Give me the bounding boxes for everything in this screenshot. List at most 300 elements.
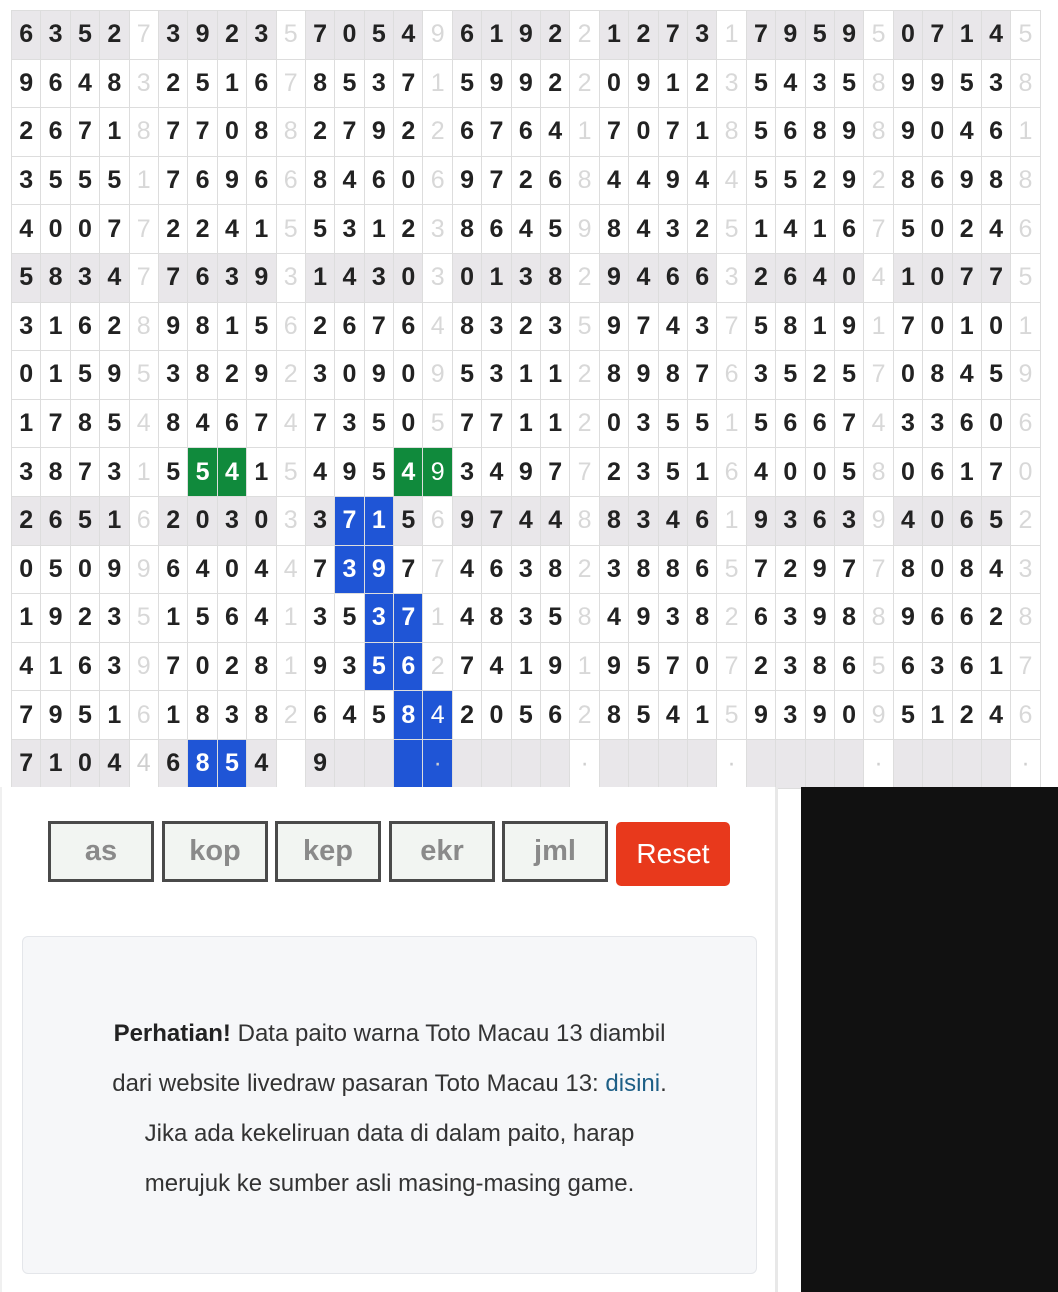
paito-digit-cell	[335, 739, 364, 788]
paito-digit-cell: 3	[893, 399, 922, 448]
paito-digit-cell: 0	[394, 399, 423, 448]
paito-digit-cell: 5	[70, 156, 99, 205]
paito-digit-cell: 7	[658, 11, 687, 60]
paito-digit-cell: 4	[217, 448, 246, 497]
paito-digit-cell: 7	[364, 302, 393, 351]
paito-digit-cell: 2	[217, 351, 246, 400]
paito-digit-cell: 5	[12, 253, 41, 302]
paito-digit-cell	[981, 739, 1010, 788]
paito-row	[12, 448, 1041, 497]
as-button[interactable]: as	[48, 821, 154, 882]
paito-digit-cell: 9	[217, 156, 246, 205]
paito-separator-cell: ·	[570, 739, 599, 788]
paito-digit-cell: 3	[217, 496, 246, 545]
paito-separator-cell: 9	[129, 545, 158, 594]
paito-digit-cell: 4	[247, 594, 276, 643]
paito-digit-cell: 9	[776, 11, 805, 60]
paito-digit-cell: 9	[805, 545, 834, 594]
paito-digit-cell: 8	[658, 351, 687, 400]
paito-digit-cell: 3	[981, 59, 1010, 108]
paito-digit-cell: 9	[452, 156, 481, 205]
paito-separator-cell: 0	[1011, 448, 1040, 497]
paito-digit-cell: 8	[805, 642, 834, 691]
paito-digit-cell: 0	[599, 399, 628, 448]
paito-digit-cell: 0	[335, 11, 364, 60]
paito-digit-cell: 0	[923, 253, 952, 302]
paito-digit-cell	[776, 739, 805, 788]
paito-separator-cell: 2	[570, 691, 599, 740]
paito-digit-cell: 6	[305, 691, 334, 740]
kep-button[interactable]: kep	[275, 821, 381, 882]
paito-digit-cell: 9	[599, 302, 628, 351]
paito-digit-cell: 4	[188, 545, 217, 594]
paito-digit-cell: 2	[452, 691, 481, 740]
paito-digit-cell: 0	[923, 496, 952, 545]
paito-digit-cell: 9	[834, 156, 863, 205]
paito-digit-cell: 5	[41, 545, 70, 594]
paito-digit-cell: 7	[100, 205, 129, 254]
paito-digit-cell: 4	[12, 642, 41, 691]
paito-digit-cell: 9	[247, 351, 276, 400]
paito-digit-cell: 4	[511, 496, 540, 545]
paito-separator-cell	[276, 739, 305, 788]
paito-digit-cell: 2	[981, 594, 1010, 643]
paito-digit-cell: 8	[952, 545, 981, 594]
paito-separator-cell: 9	[570, 205, 599, 254]
paito-digit-cell: 2	[217, 11, 246, 60]
paito-digit-cell: 0	[893, 351, 922, 400]
paito-digit-cell: 1	[482, 253, 511, 302]
paito-digit-cell: 2	[746, 253, 775, 302]
paito-digit-cell	[834, 739, 863, 788]
paito-digit-cell: 1	[12, 399, 41, 448]
paito-digit-cell: 4	[12, 205, 41, 254]
paito-separator-cell: 2	[1011, 496, 1040, 545]
paito-digit-cell: 7	[41, 399, 70, 448]
paito-digit-cell: 7	[247, 399, 276, 448]
paito-digit-cell: 0	[247, 496, 276, 545]
paito-digit-cell: 7	[658, 642, 687, 691]
paito-digit-cell: 1	[658, 59, 687, 108]
paito-separator-cell: 8	[570, 496, 599, 545]
paito-separator-cell: 5	[864, 11, 893, 60]
paito-digit-cell: 9	[834, 108, 863, 157]
paito-digit-cell: 2	[158, 59, 187, 108]
paito-digit-cell: 5	[305, 205, 334, 254]
ekr-button[interactable]: ekr	[389, 821, 495, 882]
paito-separator-cell: 8	[864, 448, 893, 497]
paito-digit-cell: 3	[70, 253, 99, 302]
paito-digit-cell: 2	[12, 108, 41, 157]
paito-digit-cell: 3	[658, 205, 687, 254]
paito-digit-cell: 8	[599, 691, 628, 740]
paito-digit-cell: 7	[746, 11, 775, 60]
paito-digit-cell: 8	[452, 302, 481, 351]
paito-digit-cell: 2	[599, 448, 628, 497]
paito-digit-cell: 2	[100, 11, 129, 60]
paito-digit-cell: 4	[629, 205, 658, 254]
paito-separator-cell: 6	[129, 496, 158, 545]
paito-digit-cell: 5	[188, 448, 217, 497]
paito-digit-cell	[952, 739, 981, 788]
paito-separator-cell: 5	[423, 399, 452, 448]
paito-digit-cell: 6	[923, 156, 952, 205]
paito-separator-cell: 1	[276, 642, 305, 691]
paito-row	[12, 594, 1041, 643]
source-link[interactable]: disini	[605, 1070, 661, 1097]
paito-row	[12, 59, 1041, 108]
paito-digit-cell: 7	[541, 448, 570, 497]
paito-digit-cell: 6	[364, 156, 393, 205]
paito-separator-cell: 2	[570, 545, 599, 594]
paito-digit-cell: 0	[394, 253, 423, 302]
paito-digit-cell: 1	[364, 205, 393, 254]
paito-digit-cell: 7	[70, 448, 99, 497]
paito-digit-cell	[923, 739, 952, 788]
notice-line-4: merujuk ke sumber asli masing-masing game.	[144, 1170, 635, 1197]
paito-digit-cell: 8	[805, 108, 834, 157]
paito-digit-cell: 6	[923, 594, 952, 643]
paito-digit-cell: 4	[335, 691, 364, 740]
paito-digit-cell: 0	[217, 108, 246, 157]
paito-digit-cell	[687, 739, 716, 788]
paito-digit-cell: 1	[599, 11, 628, 60]
paito-digit-cell: 5	[394, 496, 423, 545]
paito-separator-cell: 2	[570, 59, 599, 108]
paito-digit-cell: 8	[158, 399, 187, 448]
paito-digit-cell: 6	[952, 399, 981, 448]
jml-button[interactable]: jml	[502, 821, 608, 882]
paito-digit-cell: 3	[629, 448, 658, 497]
paito-separator-cell: 1	[717, 399, 746, 448]
paito-digit-cell: 5	[746, 399, 775, 448]
paito-digit-cell: 5	[247, 302, 276, 351]
paito-separator-cell: 3	[717, 59, 746, 108]
paito-digit-cell: 9	[364, 545, 393, 594]
paito-digit-cell: 6	[541, 156, 570, 205]
paito-separator-cell: 8	[276, 108, 305, 157]
paito-digit-cell: 6	[158, 545, 187, 594]
paito-digit-cell: 4	[394, 448, 423, 497]
paito-digit-cell: 6	[394, 642, 423, 691]
paito-separator-cell: 8	[129, 302, 158, 351]
paito-separator-cell: 6	[1011, 691, 1040, 740]
paito-separator-cell: 5	[717, 691, 746, 740]
paito-separator-cell: 2	[276, 351, 305, 400]
paito-digit-cell: 4	[100, 739, 129, 788]
paito-digit-cell: 3	[364, 59, 393, 108]
paito-digit-cell: 4	[217, 205, 246, 254]
paito-digit-cell: 6	[394, 302, 423, 351]
paito-digit-cell: 0	[41, 205, 70, 254]
paito-digit-cell: 2	[70, 594, 99, 643]
paito-digit-cell: 7	[158, 156, 187, 205]
paito-separator-cell: 2	[423, 108, 452, 157]
paito-digit-cell: 3	[629, 399, 658, 448]
paito-digit-cell: 5	[746, 108, 775, 157]
paito-digit-cell: 1	[981, 642, 1010, 691]
paito-separator-cell: 7	[717, 642, 746, 691]
paito-digit-cell: 7	[687, 351, 716, 400]
paito-digit-cell: 5	[452, 59, 481, 108]
paito-digit-cell: 9	[305, 739, 334, 788]
paito-digit-cell: 9	[599, 253, 628, 302]
paito-digit-cell: 1	[511, 399, 540, 448]
paito-digit-cell: 9	[511, 11, 540, 60]
paito-separator-cell: 6	[1011, 205, 1040, 254]
paito-digit-cell: 2	[188, 205, 217, 254]
paito-separator-cell: 8	[1011, 594, 1040, 643]
paito-separator-cell: 3	[423, 205, 452, 254]
paito-digit-cell: 9	[335, 448, 364, 497]
paito-separator-cell: 3	[276, 496, 305, 545]
paito-digit-cell: 5	[335, 594, 364, 643]
paito-digit-cell: 9	[834, 11, 863, 60]
paito-digit-cell: 7	[923, 11, 952, 60]
paito-digit-cell: 4	[952, 351, 981, 400]
paito-digit-cell: 2	[541, 11, 570, 60]
paito-digit-cell: 9	[746, 691, 775, 740]
paito-separator-cell: 7	[423, 545, 452, 594]
paito-digit-cell: 5	[687, 399, 716, 448]
paito-digit-cell: 1	[952, 448, 981, 497]
paito-digit-cell: 2	[541, 59, 570, 108]
paito-digit-cell: 4	[805, 253, 834, 302]
paito-digit-cell: 4	[893, 496, 922, 545]
paito-separator-cell: 5	[276, 11, 305, 60]
paito-digit-cell: 9	[923, 59, 952, 108]
paito-separator-cell: 4	[276, 399, 305, 448]
paito-separator-cell: 5	[1011, 253, 1040, 302]
paito-digit-cell: 1	[12, 594, 41, 643]
paito-digit-cell: 4	[511, 205, 540, 254]
paito-digit-cell: 5	[746, 156, 775, 205]
paito-digit-cell: 4	[541, 496, 570, 545]
paito-digit-cell: 3	[12, 448, 41, 497]
paito-separator-cell: 5	[276, 448, 305, 497]
paito-separator-cell: 5	[864, 642, 893, 691]
notice-title: Perhatian!	[113, 1020, 231, 1047]
paito-digit-cell: 4	[335, 253, 364, 302]
paito-digit-cell: 8	[541, 545, 570, 594]
paito-digit-cell: 6	[188, 253, 217, 302]
paito-separator-cell: ·	[864, 739, 893, 788]
paito-digit-cell: 7	[12, 739, 41, 788]
reset-button[interactable]: Reset	[616, 822, 730, 886]
paito-digit-cell: 0	[629, 108, 658, 157]
paito-digit-cell: 0	[188, 496, 217, 545]
paito-digit-cell: 9	[746, 496, 775, 545]
paito-digit-cell: 5	[70, 691, 99, 740]
paito-digit-cell: 0	[805, 448, 834, 497]
paito-digit-cell: 5	[70, 496, 99, 545]
paito-digit-cell: 6	[746, 594, 775, 643]
paito-digit-cell: 1	[41, 302, 70, 351]
paito-digit-cell: 0	[217, 545, 246, 594]
paito-digit-cell: 3	[511, 545, 540, 594]
paito-digit-cell: 9	[511, 59, 540, 108]
paito-digit-cell: 5	[70, 351, 99, 400]
paito-digit-cell: 6	[687, 496, 716, 545]
paito-digit-cell: 7	[893, 302, 922, 351]
paito-digit-cell: 9	[805, 594, 834, 643]
paito-digit-cell: 0	[394, 156, 423, 205]
paito-digit-cell: 9	[100, 351, 129, 400]
paito-digit-cell: 8	[247, 108, 276, 157]
paito-digit-cell: 5	[41, 156, 70, 205]
paito-digit-cell: 7	[158, 253, 187, 302]
paito-digit-cell	[511, 739, 540, 788]
paito-digit-cell: 6	[834, 642, 863, 691]
paito-digit-cell: 7	[335, 496, 364, 545]
paito-digit-cell: 8	[893, 545, 922, 594]
paito-separator-cell: 1	[276, 594, 305, 643]
paito-digit-cell: 9	[834, 302, 863, 351]
paito-digit-cell: 2	[952, 691, 981, 740]
paito-digit-cell: 5	[100, 399, 129, 448]
paito-digit-cell: 4	[541, 108, 570, 157]
paito-row	[12, 253, 1041, 302]
paito-digit-cell: 7	[629, 302, 658, 351]
paito-separator-cell: 1	[570, 642, 599, 691]
paito-digit-cell: 2	[952, 205, 981, 254]
paito-separator-cell: 8	[1011, 59, 1040, 108]
paito-digit-cell: 2	[805, 351, 834, 400]
notice-text-2-end: .	[660, 1070, 667, 1097]
paito-digit-cell: 1	[364, 496, 393, 545]
paito-digit-cell: 5	[217, 739, 246, 788]
paito-digit-cell: 2	[100, 302, 129, 351]
paito-digit-cell: 3	[746, 351, 775, 400]
paito-separator-cell: 7	[129, 253, 158, 302]
paito-digit-cell: 4	[452, 594, 481, 643]
paito-digit-cell: 9	[805, 691, 834, 740]
paito-digit-cell: 5	[658, 399, 687, 448]
paito-digit-cell: 4	[247, 739, 276, 788]
paito-digit-cell: 5	[629, 691, 658, 740]
paito-digit-cell: 0	[12, 351, 41, 400]
paito-digit-cell: 8	[687, 594, 716, 643]
paito-digit-cell: 8	[41, 448, 70, 497]
paito-digit-cell: 0	[834, 691, 863, 740]
paito-separator-cell: 8	[717, 108, 746, 157]
paito-digit-cell: 4	[335, 156, 364, 205]
paito-row	[12, 11, 1041, 60]
paito-digit-cell: 2	[305, 302, 334, 351]
paito-digit-cell: 4	[482, 448, 511, 497]
paito-digit-cell: 1	[158, 594, 187, 643]
paito-separator-cell: 7	[864, 205, 893, 254]
paito-digit-cell: 6	[41, 496, 70, 545]
paito-digit-cell: 8	[188, 691, 217, 740]
paito-separator-cell: 8	[864, 594, 893, 643]
paito-digit-cell: 5	[893, 205, 922, 254]
paito-separator-cell: 6	[1011, 399, 1040, 448]
paito-digit-cell: 0	[452, 253, 481, 302]
paito-digit-cell: 4	[305, 448, 334, 497]
paito-digit-cell: 8	[247, 691, 276, 740]
paito-digit-cell: 1	[100, 691, 129, 740]
notice-line-2	[23, 1059, 756, 1109]
paito-separator-cell: 6	[276, 156, 305, 205]
paito-digit-cell: 6	[805, 399, 834, 448]
paito-separator-cell: 3	[423, 253, 452, 302]
paito-digit-cell: 7	[482, 156, 511, 205]
paito-digit-cell: 5	[952, 59, 981, 108]
paito-digit-cell: 7	[394, 59, 423, 108]
paito-digit-cell: 3	[217, 253, 246, 302]
paito-digit-cell: 8	[893, 156, 922, 205]
paito-digit-cell: 3	[776, 594, 805, 643]
paito-digit-cell: 0	[923, 205, 952, 254]
paito-digit-cell: 6	[805, 496, 834, 545]
paito-digit-cell: 9	[893, 594, 922, 643]
paito-digit-cell: 0	[893, 448, 922, 497]
paito-digit-cell: 5	[188, 594, 217, 643]
paito-digit-cell: 9	[247, 253, 276, 302]
paito-digit-cell: 5	[893, 691, 922, 740]
paito-separator-cell: 9	[864, 691, 893, 740]
paito-digit-cell: 3	[923, 399, 952, 448]
paito-digit-cell	[364, 739, 393, 788]
paito-digit-cell: 3	[776, 642, 805, 691]
paito-digit-cell: 9	[188, 11, 217, 60]
paito-digit-cell: 5	[776, 351, 805, 400]
paito-digit-cell: 9	[364, 351, 393, 400]
paito-digit-cell: 3	[41, 11, 70, 60]
paito-digit-cell: 1	[247, 205, 276, 254]
paito-separator-cell: 4	[423, 691, 452, 740]
paito-digit-cell: 3	[305, 594, 334, 643]
paito-digit-cell: 4	[452, 545, 481, 594]
paito-separator-cell: 6	[717, 448, 746, 497]
paito-separator-cell: 4	[129, 399, 158, 448]
paito-digit-cell: 7	[981, 253, 1010, 302]
kop-button[interactable]: kop	[162, 821, 268, 882]
paito-separator-cell: 4	[864, 399, 893, 448]
paito-separator-cell: 4	[864, 253, 893, 302]
paito-digit-cell: 0	[981, 399, 1010, 448]
paito-digit-cell: 3	[247, 11, 276, 60]
paito-separator-cell: 7	[129, 11, 158, 60]
paito-digit-cell: 6	[217, 399, 246, 448]
paito-separator-cell: ·	[423, 739, 452, 788]
paito-digit-cell: 6	[70, 642, 99, 691]
paito-digit-cell: 9	[41, 594, 70, 643]
paito-separator-cell: 6	[423, 496, 452, 545]
paito-digit-cell: 6	[41, 108, 70, 157]
paito-digit-cell: 2	[805, 156, 834, 205]
paito-digit-cell: 6	[188, 156, 217, 205]
paito-digit-cell: 9	[952, 156, 981, 205]
paito-digit-cell: 1	[923, 691, 952, 740]
paito-row	[12, 496, 1041, 545]
paito-digit-cell: 5	[658, 448, 687, 497]
paito-digit-cell: 2	[158, 205, 187, 254]
paito-row	[12, 351, 1041, 400]
paito-separator-cell: 1	[717, 11, 746, 60]
paito-digit-cell: 7	[158, 108, 187, 157]
paito-digit-cell	[629, 739, 658, 788]
paito-separator-cell: 2	[570, 399, 599, 448]
paito-digit-cell: 4	[247, 545, 276, 594]
paito-digit-cell: 6	[541, 691, 570, 740]
paito-digit-cell: 7	[70, 108, 99, 157]
paito-digit-cell: 4	[482, 642, 511, 691]
paito-digit-cell: 5	[188, 59, 217, 108]
paito-digit-cell: 0	[70, 739, 99, 788]
paito-digit-cell: 1	[687, 691, 716, 740]
